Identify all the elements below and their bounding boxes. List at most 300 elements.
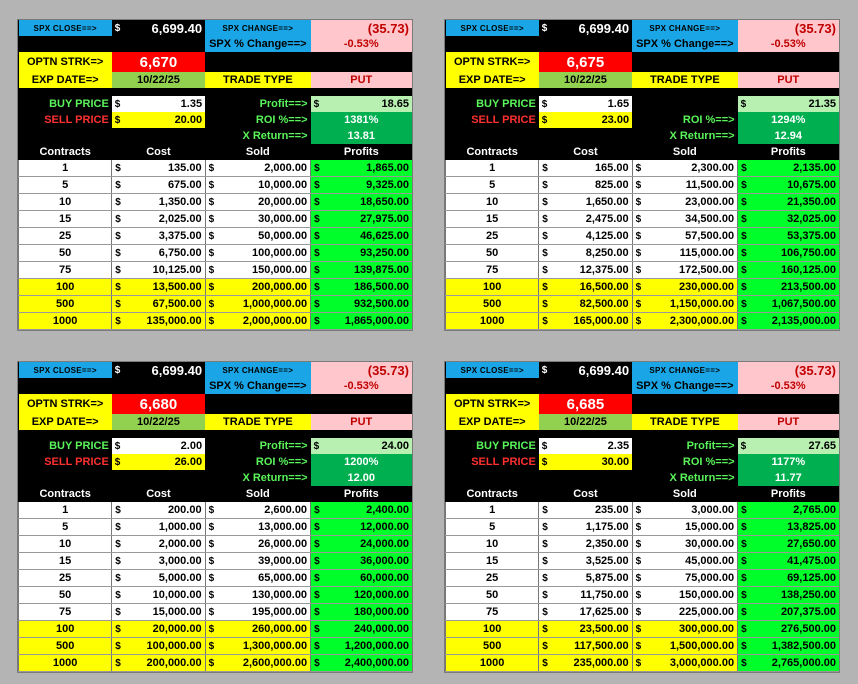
cost-cell[interactable] (539, 621, 632, 638)
currency-symbol: $ (542, 521, 548, 533)
cost-cell[interactable] (539, 638, 632, 655)
sold-cell[interactable] (632, 502, 737, 519)
empty-cell (19, 430, 112, 438)
currency-symbol: $ (635, 298, 642, 310)
sold-cell[interactable] (205, 604, 310, 621)
sold-cell[interactable] (632, 296, 737, 313)
contracts-cell[interactable]: 1000 (19, 313, 112, 330)
contracts-cell[interactable]: 10 (19, 194, 112, 211)
cost-cell[interactable] (112, 279, 205, 296)
sold-cell[interactable] (632, 536, 737, 553)
profits-cell[interactable] (311, 245, 412, 262)
profits-cell[interactable] (311, 570, 412, 587)
sold-cell[interactable] (632, 313, 737, 330)
cost-cell[interactable] (539, 194, 632, 211)
profits-cell-value: 139,875.00 (353, 264, 409, 276)
cost-cell[interactable] (112, 553, 205, 570)
table-row (19, 502, 413, 519)
profits-cell[interactable] (311, 536, 412, 553)
contracts-cell[interactable]: 10 (19, 536, 112, 553)
currency-symbol: $ (741, 230, 747, 242)
spx-close-value[interactable] (539, 20, 632, 36)
contracts-cell[interactable]: 75 (446, 262, 539, 279)
sold-cell[interactable] (632, 570, 737, 587)
roi-value[interactable]: 1200% (311, 454, 412, 470)
contracts-cell[interactable]: 50 (446, 587, 539, 604)
spx-pct-value[interactable]: -0.53% (311, 36, 412, 52)
profits-cell[interactable] (738, 245, 839, 262)
sold-cell[interactable] (632, 621, 737, 638)
trade-type-label: TRADE TYPE (632, 414, 737, 430)
profit-value-value: 27.65 (808, 440, 836, 452)
exp-date-value[interactable]: 10/22/25 (112, 72, 205, 88)
currency-symbol: $ (314, 555, 320, 567)
profit-value-value: 21.35 (808, 98, 836, 110)
empty-cell (446, 378, 539, 394)
profits-cell[interactable] (738, 262, 839, 279)
contracts-cell[interactable]: 500 (446, 638, 539, 655)
trade-type-value[interactable]: PUT (311, 72, 412, 88)
currency-symbol: $ (314, 657, 320, 669)
contracts-cell[interactable]: 15 (446, 553, 539, 570)
cost-cell[interactable] (539, 228, 632, 245)
contracts-cell[interactable]: 500 (19, 638, 112, 655)
currency-symbol: $ (208, 538, 215, 550)
profits-cell[interactable] (738, 228, 839, 245)
contracts-cell[interactable]: 1 (19, 160, 112, 177)
profits-cell[interactable] (311, 638, 412, 655)
sold-cell[interactable] (632, 279, 737, 296)
profits-cell[interactable] (738, 587, 839, 604)
profit-value[interactable] (738, 438, 839, 454)
profit-label: Profit==> (259, 98, 308, 110)
currency-symbol: $ (542, 315, 548, 327)
profits-cell[interactable] (311, 655, 412, 672)
cost-cell[interactable] (539, 587, 632, 604)
contracts-cell[interactable]: 15 (19, 211, 112, 228)
cost-cell[interactable] (112, 228, 205, 245)
contracts-cell[interactable]: 15 (19, 553, 112, 570)
currency-symbol: $ (635, 623, 642, 635)
sheet-row (446, 414, 840, 430)
table-row (19, 296, 413, 313)
buy-price-input[interactable] (112, 438, 205, 454)
contracts-cell[interactable]: 100 (446, 621, 539, 638)
cost-cell-value: 675.00 (167, 179, 202, 191)
currency-symbol: $ (314, 572, 320, 584)
sold-cell[interactable] (632, 245, 737, 262)
sold-cell-value: 11,500.00 (685, 179, 735, 191)
currency-symbol: $ (741, 247, 747, 259)
sheet-row (19, 470, 413, 486)
sold-cell[interactable] (632, 211, 737, 228)
spx-pct-value[interactable]: -0.53% (311, 378, 412, 394)
profits-cell[interactable] (311, 194, 412, 211)
contracts-cell[interactable]: 5 (446, 177, 539, 194)
table-row (19, 194, 413, 211)
sold-cell-value: 3,000.00 (691, 504, 735, 516)
profits-cell[interactable] (738, 296, 839, 313)
contracts-cell[interactable]: 1000 (446, 655, 539, 672)
sold-cell[interactable] (632, 587, 737, 604)
option-strike-value[interactable]: 6,680 (112, 394, 205, 414)
table-row (446, 228, 840, 245)
sold-cell[interactable] (632, 194, 737, 211)
trade-type-value[interactable]: PUT (311, 414, 412, 430)
sold-cell-value: 1,000,000.00 (242, 298, 308, 310)
trade-type-value[interactable]: PUT (738, 72, 839, 88)
option-strike-value[interactable]: 6,685 (539, 394, 632, 414)
contracts-cell[interactable]: 100 (19, 279, 112, 296)
sold-cell[interactable] (205, 296, 310, 313)
x-return-value[interactable]: 12.94 (738, 128, 839, 144)
profit-label: Profit==> (686, 440, 735, 452)
currency-symbol: $ (208, 281, 215, 293)
currency-symbol: $ (635, 230, 642, 242)
profits-cell[interactable] (311, 604, 412, 621)
contracts-cell[interactable]: 25 (446, 570, 539, 587)
profits-cell-value: 2,765,000.00 (771, 657, 836, 669)
currency-symbol: $ (635, 315, 642, 327)
contracts-cell[interactable]: 1 (446, 502, 539, 519)
cost-cell[interactable] (539, 536, 632, 553)
contracts-cell[interactable]: 10 (446, 194, 539, 211)
spx-change-value[interactable]: (35.73) (311, 20, 412, 36)
profits-cell-value: 60,000.00 (360, 572, 409, 584)
roi-value[interactable]: 1381% (311, 112, 412, 128)
buy-price-input[interactable] (539, 96, 632, 112)
empty-cell (539, 470, 632, 486)
sell-price-label: SELL PRICE (44, 456, 109, 468)
profits-cell[interactable] (738, 536, 839, 553)
contracts-cell[interactable]: 5 (19, 177, 112, 194)
sold-cell[interactable] (205, 621, 310, 638)
profits-cell[interactable] (738, 638, 839, 655)
contracts-cell[interactable]: 500 (446, 296, 539, 313)
profits-cell[interactable] (738, 519, 839, 536)
cost-cell[interactable] (539, 211, 632, 228)
sold-cell[interactable] (205, 638, 310, 655)
sell-price-input[interactable] (539, 454, 632, 470)
cost-cell-value: 200.00 (167, 504, 202, 516)
profits-cell-value: 240,000.00 (353, 623, 409, 635)
profits-cell[interactable] (311, 177, 412, 194)
cost-cell[interactable] (112, 655, 205, 672)
cost-cell[interactable] (112, 160, 205, 177)
cost-cell-value: 2,000.00 (158, 538, 202, 550)
cost-cell-value: 1,350.00 (158, 196, 202, 208)
empty-cell (446, 430, 539, 438)
spx-change-label: SPX CHANGE==> (632, 20, 737, 36)
contracts-cell[interactable]: 1000 (446, 313, 539, 330)
cost-cell-value: 100,000.00 (146, 640, 202, 652)
x-return-value[interactable]: 11.77 (738, 470, 839, 486)
profits-cell[interactable] (311, 587, 412, 604)
currency-symbol: $ (740, 440, 747, 452)
cost-cell[interactable] (539, 177, 632, 194)
buy-price-input[interactable] (112, 96, 205, 112)
cost-cell[interactable] (539, 570, 632, 587)
profits-cell[interactable] (311, 279, 412, 296)
sold-cell[interactable] (205, 160, 310, 177)
contracts-cell[interactable]: 50 (19, 245, 112, 262)
sold-cell-value: 200,000.00 (252, 281, 308, 293)
profits-cell[interactable] (738, 553, 839, 570)
cost-cell[interactable] (112, 536, 205, 553)
sold-cell[interactable] (205, 655, 310, 672)
sold-cell[interactable] (205, 245, 310, 262)
sheet-row (446, 88, 840, 96)
profits-cell[interactable] (311, 262, 412, 279)
cost-cell[interactable] (539, 160, 632, 177)
roi-value[interactable]: 1177% (738, 454, 839, 470)
currency-symbol: $ (115, 247, 121, 259)
currency-symbol: $ (635, 504, 642, 516)
sold-cell[interactable] (205, 279, 310, 296)
column-header-sold: Sold (672, 488, 697, 500)
currency-symbol: $ (541, 98, 548, 110)
spx-pct-value[interactable]: -0.53% (738, 36, 839, 52)
profits-cell[interactable] (311, 313, 412, 330)
cost-cell[interactable] (539, 604, 632, 621)
sell-price-label: SELL PRICE (471, 456, 536, 468)
option-strike-value[interactable]: 6,675 (539, 52, 632, 72)
cost-cell-value: 5,000.00 (158, 572, 202, 584)
profits-cell[interactable] (311, 228, 412, 245)
cost-cell[interactable] (539, 519, 632, 536)
spx-pct-value[interactable]: -0.53% (738, 378, 839, 394)
contracts-cell[interactable]: 5 (446, 519, 539, 536)
currency-symbol: $ (541, 440, 548, 452)
roi-value[interactable]: 1294% (738, 112, 839, 128)
cost-cell[interactable] (539, 262, 632, 279)
cost-cell[interactable] (112, 570, 205, 587)
profit-value[interactable] (311, 438, 412, 454)
cost-cell[interactable] (112, 519, 205, 536)
currency-symbol: $ (542, 640, 548, 652)
contracts-cell[interactable]: 10 (446, 536, 539, 553)
contracts-cell[interactable]: 75 (19, 604, 112, 621)
profits-cell[interactable] (311, 296, 412, 313)
buy-price-label: BUY PRICE (49, 98, 109, 110)
sold-cell[interactable] (205, 194, 310, 211)
contracts-cell[interactable]: 25 (19, 570, 112, 587)
contracts-cell[interactable]: 75 (19, 262, 112, 279)
currency-symbol: $ (542, 589, 548, 601)
cost-cell[interactable] (112, 313, 205, 330)
sold-cell[interactable] (205, 313, 310, 330)
cost-cell-value: 67,500.00 (152, 298, 202, 310)
sold-cell[interactable] (205, 536, 310, 553)
currency-symbol: $ (115, 179, 121, 191)
sold-cell-value: 150,000.00 (679, 589, 735, 601)
sold-cell-value: 39,000.00 (258, 555, 308, 567)
sold-cell-value: 1,500,000.00 (669, 640, 735, 652)
currency-symbol: $ (114, 456, 121, 468)
cost-cell[interactable] (112, 604, 205, 621)
cost-cell[interactable] (112, 638, 205, 655)
currency-symbol: $ (635, 657, 642, 669)
profits-cell[interactable] (738, 502, 839, 519)
cost-cell-value: 8,250.00 (585, 247, 629, 259)
profits-cell[interactable] (738, 313, 839, 330)
sheet-row (19, 72, 413, 88)
profits-cell[interactable] (311, 621, 412, 638)
sold-cell[interactable] (632, 160, 737, 177)
profits-cell[interactable] (738, 194, 839, 211)
x-return-value[interactable]: 13.81 (311, 128, 412, 144)
buy-price-input[interactable] (539, 438, 632, 454)
cost-cell[interactable] (112, 177, 205, 194)
spx-close-value[interactable] (112, 362, 205, 378)
table-row (19, 621, 413, 638)
profits-cell[interactable] (311, 211, 412, 228)
cost-cell-value: 135,000.00 (146, 315, 202, 327)
sold-cell-value: 130,000.00 (252, 589, 308, 601)
cost-cell[interactable] (112, 587, 205, 604)
profits-cell-value: 41,475.00 (787, 555, 836, 567)
profits-cell[interactable] (311, 553, 412, 570)
spx-close-value[interactable] (539, 362, 632, 378)
option-strike-label: OPTN STRK=> (19, 394, 112, 414)
exp-date-value[interactable]: 10/22/25 (112, 414, 205, 430)
cost-cell[interactable] (112, 262, 205, 279)
spx-close-value[interactable] (112, 20, 205, 36)
sold-cell[interactable] (205, 553, 310, 570)
buy-price-input-value: 2.00 (180, 440, 203, 452)
sell-price-input[interactable] (539, 112, 632, 128)
spx-change-value[interactable]: (35.73) (311, 362, 412, 378)
sold-cell[interactable] (632, 638, 737, 655)
sold-cell[interactable] (632, 655, 737, 672)
profit-value[interactable] (311, 96, 412, 112)
profits-cell[interactable] (738, 655, 839, 672)
sold-cell[interactable] (205, 228, 310, 245)
sold-cell[interactable] (205, 587, 310, 604)
cost-cell[interactable] (539, 279, 632, 296)
contracts-cell[interactable]: 1000 (19, 655, 112, 672)
contracts-cell[interactable]: 25 (19, 228, 112, 245)
profits-cell[interactable] (738, 279, 839, 296)
contracts-cell[interactable]: 500 (19, 296, 112, 313)
exp-date-value[interactable]: 10/22/25 (539, 414, 632, 430)
column-header-contracts: Contracts (39, 146, 91, 158)
empty-cell (446, 470, 539, 486)
currency-symbol: $ (115, 589, 121, 601)
sold-cell[interactable] (632, 228, 737, 245)
currency-symbol: $ (115, 230, 121, 242)
contracts-cell[interactable]: 25 (446, 228, 539, 245)
contracts-cell[interactable]: 15 (446, 211, 539, 228)
cost-cell-value: 15,000.00 (152, 606, 202, 618)
profits-cell[interactable] (738, 211, 839, 228)
contracts-cell[interactable]: 100 (19, 621, 112, 638)
sold-cell[interactable] (205, 262, 310, 279)
profits-cell[interactable] (738, 604, 839, 621)
sold-cell-value: 26,000.00 (258, 538, 308, 550)
currency-symbol: $ (541, 456, 548, 468)
cost-cell-value: 16,500.00 (579, 281, 629, 293)
table-row (19, 160, 413, 177)
cost-cell[interactable] (112, 502, 205, 519)
sold-cell[interactable] (632, 262, 737, 279)
cost-cell[interactable] (539, 313, 632, 330)
trade-type-value[interactable]: PUT (738, 414, 839, 430)
exp-date-value[interactable]: 10/22/25 (539, 72, 632, 88)
table-row (446, 313, 840, 330)
sold-cell[interactable] (632, 604, 737, 621)
profits-cell[interactable] (311, 502, 412, 519)
contracts-cell[interactable]: 5 (19, 519, 112, 536)
sell-price-input[interactable] (112, 112, 205, 128)
currency-symbol: $ (740, 98, 747, 110)
currency-symbol: $ (542, 504, 548, 516)
sold-cell-value: 115,000.00 (679, 247, 735, 259)
cost-cell[interactable] (112, 296, 205, 313)
cost-cell[interactable] (539, 502, 632, 519)
cost-cell[interactable] (112, 194, 205, 211)
sold-cell[interactable] (205, 211, 310, 228)
cost-cell-value: 10,125.00 (152, 264, 202, 276)
profits-cell[interactable] (738, 570, 839, 587)
profits-cell[interactable] (738, 160, 839, 177)
currency-symbol: $ (542, 179, 548, 191)
contracts-cell[interactable]: 1 (19, 502, 112, 519)
cost-cell[interactable] (539, 245, 632, 262)
cost-cell[interactable] (539, 655, 632, 672)
currency-symbol: $ (208, 179, 215, 191)
cost-cell-value: 11,750.00 (580, 589, 629, 601)
cost-cell-value: 3,375.00 (158, 230, 202, 242)
sold-cell[interactable] (632, 177, 737, 194)
sold-cell[interactable] (205, 519, 310, 536)
profits-cell-value: 2,400,000.00 (344, 657, 409, 669)
sell-price-input[interactable] (112, 454, 205, 470)
spx-change-value[interactable]: (35.73) (738, 20, 839, 36)
sold-cell-value: 2,600,000.00 (242, 657, 308, 669)
sheet-row (19, 430, 413, 438)
cost-cell[interactable] (112, 245, 205, 262)
sold-cell[interactable] (205, 502, 310, 519)
cost-cell[interactable] (539, 553, 632, 570)
cost-cell[interactable] (112, 621, 205, 638)
x-return-value[interactable]: 12.00 (311, 470, 412, 486)
cost-cell[interactable] (112, 211, 205, 228)
sold-cell[interactable] (632, 553, 737, 570)
cost-cell[interactable] (539, 296, 632, 313)
spx-change-value[interactable]: (35.73) (738, 362, 839, 378)
cost-cell-value: 6,750.00 (158, 247, 202, 259)
profits-cell[interactable] (738, 177, 839, 194)
profits-cell[interactable] (311, 519, 412, 536)
sold-cell[interactable] (205, 570, 310, 587)
currency-symbol: $ (208, 264, 215, 276)
contracts-cell[interactable]: 50 (19, 587, 112, 604)
profits-cell[interactable] (311, 160, 412, 177)
option-strike-value[interactable]: 6,670 (112, 52, 205, 72)
sold-cell[interactable] (632, 519, 737, 536)
profit-value[interactable] (738, 96, 839, 112)
empty-cell (112, 36, 205, 52)
sell-price-label: SELL PRICE (44, 114, 109, 126)
profits-cell[interactable] (738, 621, 839, 638)
spx-close-label: SPX CLOSE==> (446, 362, 539, 378)
contracts-cell[interactable]: 75 (446, 604, 539, 621)
contracts-cell[interactable]: 1 (446, 160, 539, 177)
sold-cell[interactable] (205, 177, 310, 194)
contracts-cell[interactable]: 100 (446, 279, 539, 296)
contracts-cell[interactable]: 50 (446, 245, 539, 262)
